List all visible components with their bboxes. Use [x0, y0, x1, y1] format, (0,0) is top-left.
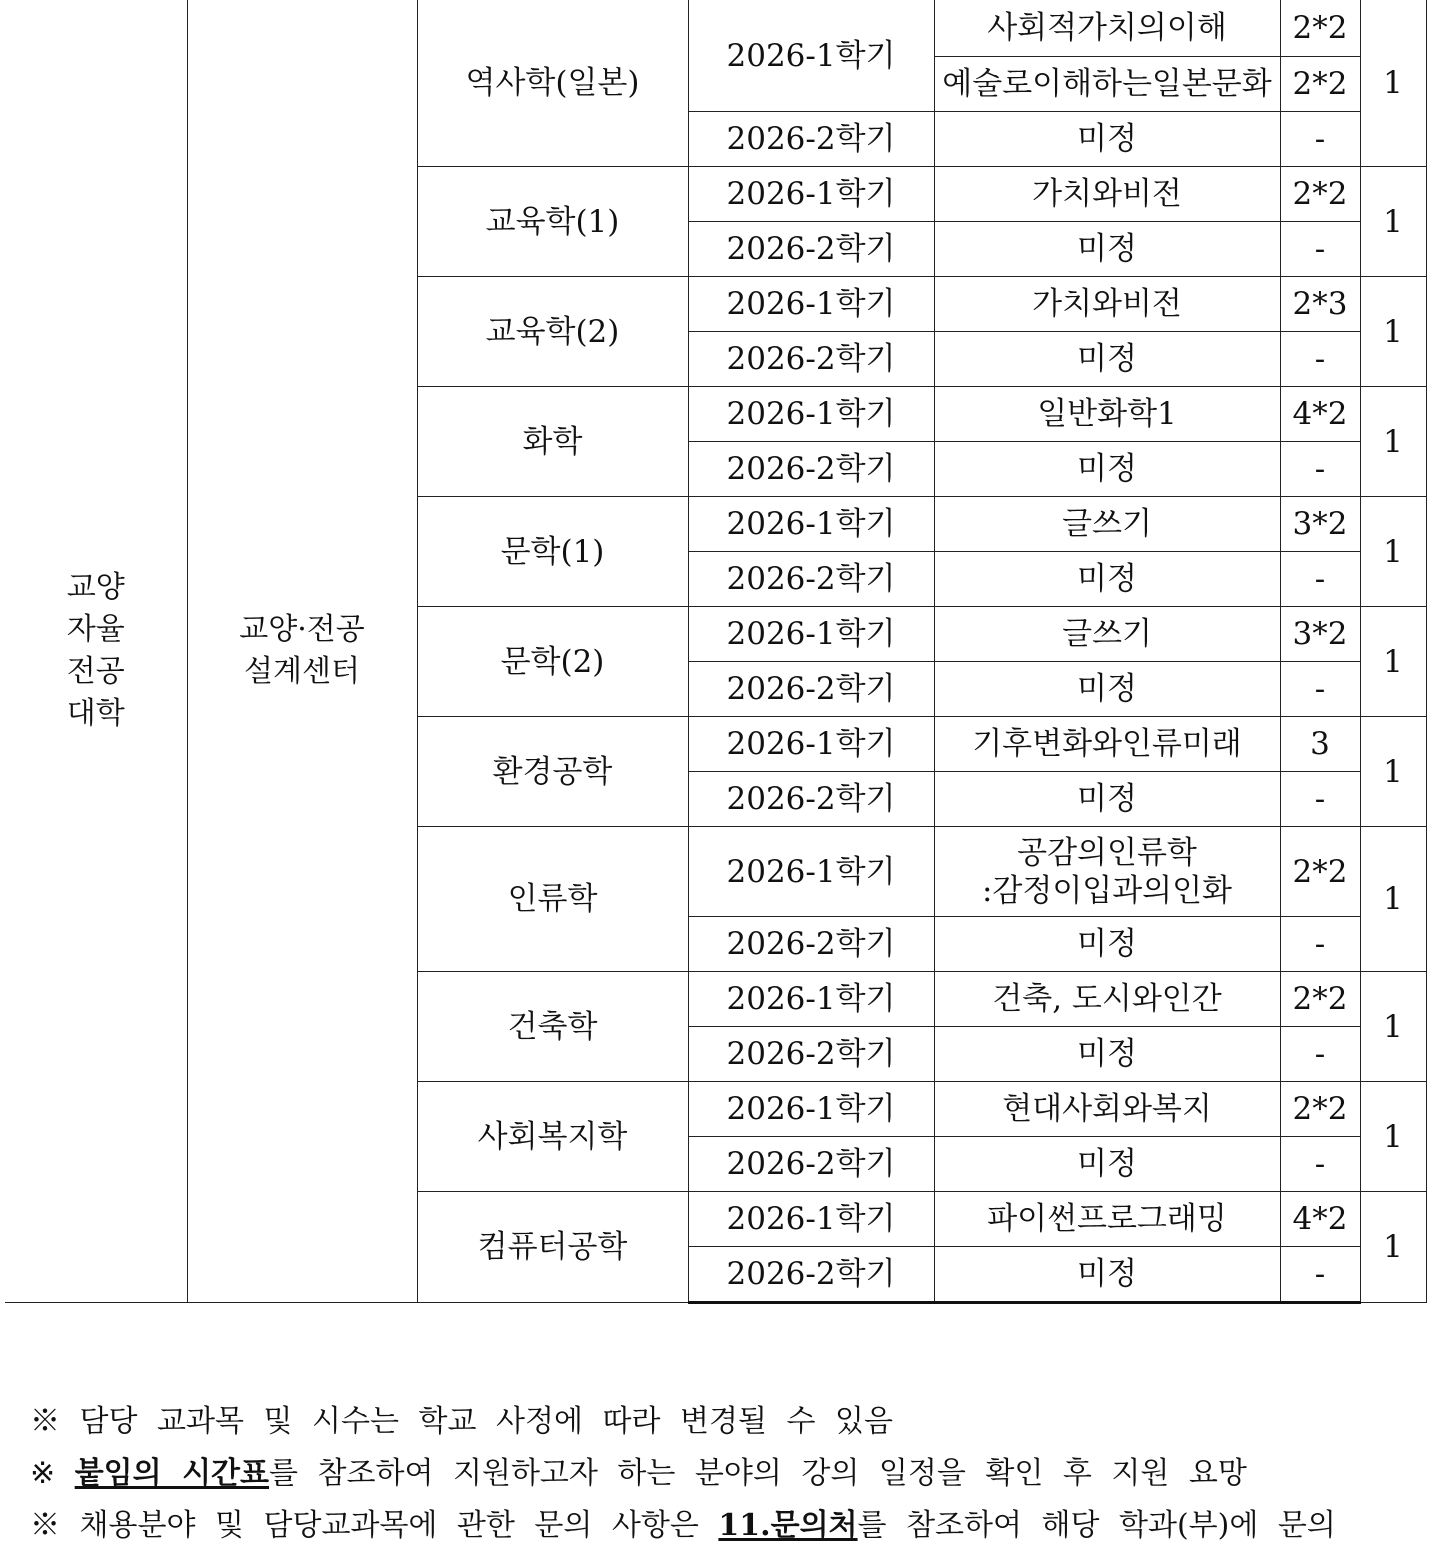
hours-cell: - [1280, 332, 1360, 387]
note-text: 담당 교과목 및 시수는 학교 사정에 따라 변경될 수 있음 [79, 1404, 893, 1439]
count-cell: 1 [1360, 1082, 1426, 1192]
field-cell: 화학 [417, 387, 688, 497]
hours-cell: 3 [1280, 717, 1360, 772]
count-cell: 1 [1360, 387, 1426, 497]
semester-cell: 2026-1학기 [688, 387, 934, 442]
semester-cell: 2026-1학기 [688, 1192, 934, 1247]
hours-cell: - [1280, 112, 1360, 167]
note-text: 를 참조하여 지원하고자 하는 분야의 강의 일정을 확인 후 지원 요망 [269, 1456, 1247, 1491]
semester-cell: 2026-2학기 [688, 917, 934, 972]
course-cell: 미정 [934, 1027, 1280, 1082]
reference-mark-icon: ※ [30, 1404, 60, 1439]
hours-cell: - [1280, 442, 1360, 497]
course-cell: 글쓰기 [934, 497, 1280, 552]
course-cell: 건축, 도시와인간 [934, 972, 1280, 1027]
course-cell: 현대사회와복지 [934, 1082, 1280, 1137]
course-cell [934, 827, 1280, 917]
semester-cell: 2026-2학기 [688, 1137, 934, 1192]
table-row [5, 0, 1426, 57]
course-cell: 미정 [934, 112, 1280, 167]
hours-cell: 3*2 [1280, 497, 1360, 552]
course-cell: 미정 [934, 442, 1280, 497]
course-cell: 일반화학1 [934, 387, 1280, 442]
notes-section [30, 1400, 1420, 1556]
field-cell: 교육학(1) [417, 167, 688, 277]
course-cell: 미정 [934, 552, 1280, 607]
course-cell: 미정 [934, 222, 1280, 277]
course-cell: 미정 [934, 332, 1280, 387]
field-cell: 건축학 [417, 972, 688, 1082]
reference-mark-icon: ※ [30, 1456, 56, 1491]
course-cell: 사회적가치의이해 [934, 0, 1280, 57]
count-cell: 1 [1360, 167, 1426, 277]
count-cell: 1 [1360, 497, 1426, 607]
semester-cell: 2026-2학기 [688, 662, 934, 717]
hours-cell: - [1280, 662, 1360, 717]
hours-cell: - [1280, 1027, 1360, 1082]
hours-cell: 2*2 [1280, 167, 1360, 222]
field-cell: 교육학(2) [417, 277, 688, 387]
note-1 [30, 1400, 1420, 1452]
course-cell: 기후변화와인류미래 [934, 717, 1280, 772]
semester-cell: 2026-2학기 [688, 772, 934, 827]
hours-cell: - [1280, 772, 1360, 827]
note-3 [30, 1504, 1420, 1556]
hours-cell: - [1280, 552, 1360, 607]
course-cell: 미정 [934, 662, 1280, 717]
hours-cell: 2*2 [1280, 1082, 1360, 1137]
hours-cell: 4*2 [1280, 1192, 1360, 1247]
semester-cell: 2026-2학기 [688, 442, 934, 497]
semester-cell: 2026-1학기 [688, 497, 934, 552]
contact-reference: 11.문의처 [718, 1508, 858, 1543]
note-text: 를 참조하여 해당 학과(부)에 문의 [857, 1508, 1336, 1543]
count-cell: 1 [1360, 1192, 1426, 1303]
hours-cell: - [1280, 222, 1360, 277]
semester-cell: 2026-1학기 [688, 167, 934, 222]
count-cell: 1 [1360, 972, 1426, 1082]
course-cell: 미정 [934, 1137, 1280, 1192]
course-cell: 미정 [934, 917, 1280, 972]
count-cell: 1 [1360, 827, 1426, 972]
field-cell: 문학(2) [417, 607, 688, 717]
semester-cell: 2026-1학기 [688, 717, 934, 772]
hours-cell: 2*2 [1280, 827, 1360, 917]
hours-cell: 2*2 [1280, 972, 1360, 1027]
college-cell: 교양 자율 전공 대학 [5, 0, 187, 1303]
count-cell: 1 [1360, 0, 1426, 167]
course-cell: 미정 [934, 1247, 1280, 1303]
semester-cell: 2026-2학기 [688, 552, 934, 607]
course-cell: 미정 [934, 772, 1280, 827]
center-cell: 교양·전공 설계센터 [187, 0, 417, 1303]
semester-cell: 2026-2학기 [688, 1247, 934, 1303]
count-cell: 1 [1360, 607, 1426, 717]
field-cell: 사회복지학 [417, 1082, 688, 1192]
hours-cell: 2*2 [1280, 57, 1360, 112]
course-line: 공감의인류학 [1017, 834, 1197, 871]
hours-cell: - [1280, 1137, 1360, 1192]
course-line: :감정이입과의인화 [981, 872, 1232, 909]
note-text: 채용분야 및 담당교과목에 관한 문의 사항은 [79, 1508, 719, 1543]
semester-cell: 2026-1학기 [688, 827, 934, 917]
course-table [5, 0, 1427, 1304]
course-cell: 가치와비전 [934, 167, 1280, 222]
course-cell: 가치와비전 [934, 277, 1280, 332]
semester-cell: 2026-1학기 [688, 277, 934, 332]
hours-cell: 4*2 [1280, 387, 1360, 442]
reference-mark-icon: ※ [30, 1508, 60, 1543]
field-cell: 인류학 [417, 827, 688, 972]
semester-cell: 2026-2학기 [688, 332, 934, 387]
semester-cell: 2026-1학기 [688, 0, 934, 112]
semester-cell: 2026-1학기 [688, 972, 934, 1027]
hours-cell: 3*2 [1280, 607, 1360, 662]
field-cell: 역사학(일본) [417, 0, 688, 167]
course-cell: 예술로이해하는일본문화 [934, 57, 1280, 112]
semester-cell: 2026-2학기 [688, 1027, 934, 1082]
course-cell: 글쓰기 [934, 607, 1280, 662]
field-cell: 문학(1) [417, 497, 688, 607]
note-2 [30, 1452, 1420, 1504]
hours-cell: - [1280, 917, 1360, 972]
semester-cell: 2026-1학기 [688, 1082, 934, 1137]
hours-cell: 2*2 [1280, 0, 1360, 57]
field-cell: 컴퓨터공학 [417, 1192, 688, 1303]
hours-cell: - [1280, 1247, 1360, 1303]
count-cell: 1 [1360, 717, 1426, 827]
field-cell: 환경공학 [417, 717, 688, 827]
course-cell: 파이썬프로그래밍 [934, 1192, 1280, 1247]
semester-cell: 2026-1학기 [688, 607, 934, 662]
timetable-reference: 붙임의 시간표 [74, 1456, 270, 1491]
semester-cell: 2026-2학기 [688, 222, 934, 277]
count-cell: 1 [1360, 277, 1426, 387]
hours-cell: 2*3 [1280, 277, 1360, 332]
semester-cell: 2026-2학기 [688, 112, 934, 167]
